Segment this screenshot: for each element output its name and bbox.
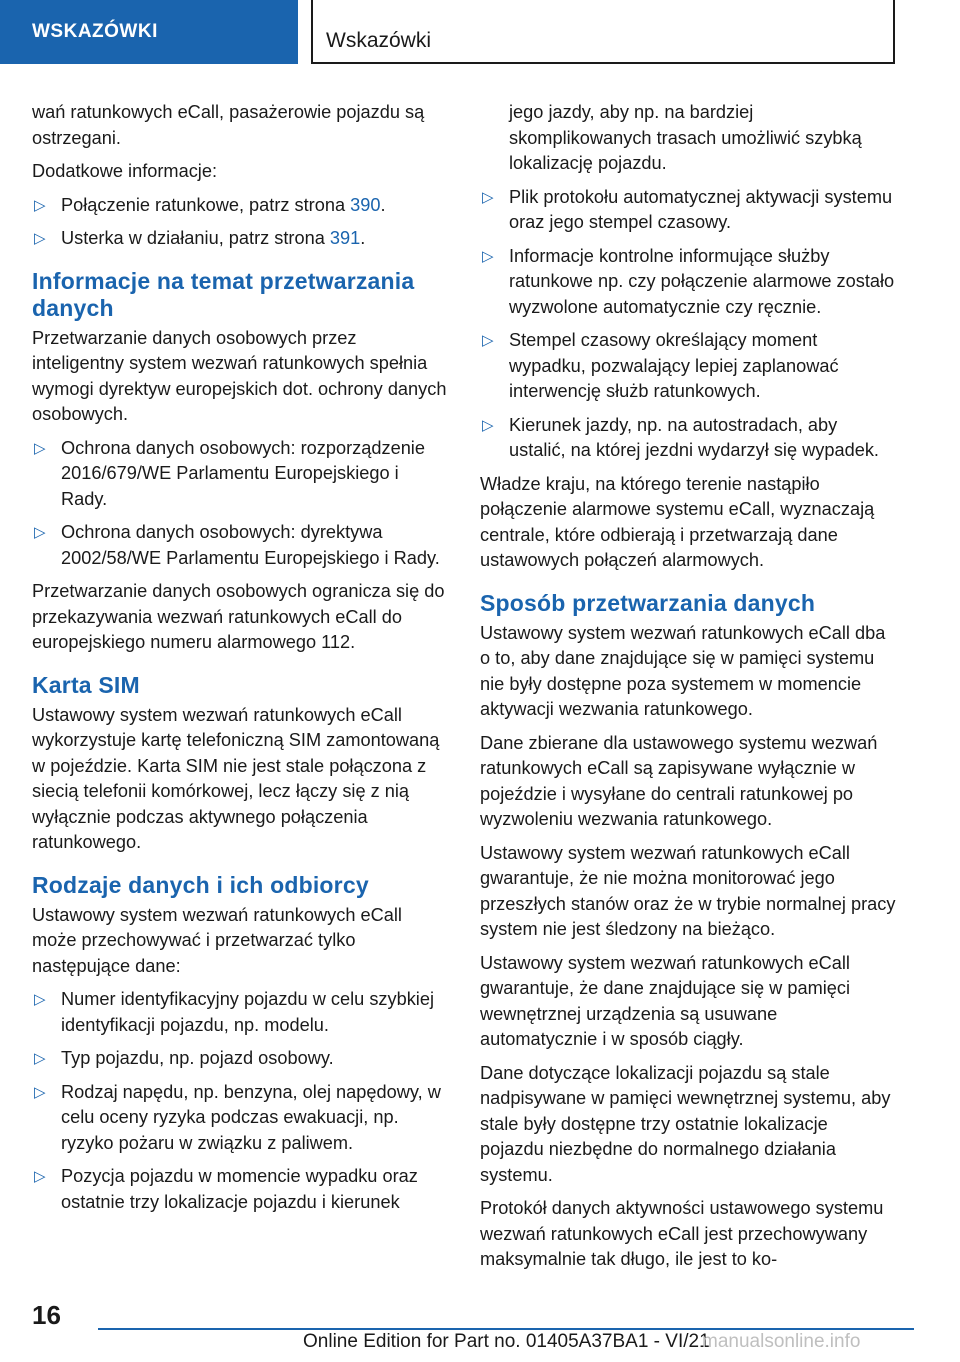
list-item-text: Pozycja pojazdu w momencie wypadku oraz ostatnie trzy lokalizacje pojazdu i kierunek	[61, 1166, 418, 1212]
list-item	[32, 1164, 448, 1215]
triangle-bullet-icon: ▷	[34, 1050, 46, 1067]
list-item	[32, 1046, 448, 1072]
list-item-text: Rodzaj napędu, np. benzyna, olej napędowy, w celu oceny ryzyka podczas ewakuacji, np. ryzyko pożaru w związku z paliwem.	[61, 1081, 441, 1153]
list-item	[480, 328, 896, 405]
paragraph: Przetwarzanie danych osobowych przez inteligentny system wezwań ratunkowych spełnia wymogi dyrektyw europejskich dot. ochrony danych osobowych.	[32, 327, 447, 424]
paragraph: Dane zbierane dla ustawowego systemu wezwań ratunkowych eCall są zapisywane wyłącznie w pojeździe i wysyłane do centrali ratunkowej po wyzwoleniu wezwania ratunkowego.	[480, 732, 878, 829]
list-item-text: Połączenie ratunkowe, patrz strona	[61, 194, 351, 215]
list-item-suffix: .	[380, 194, 386, 215]
section-heading: Sposób przetwarzania danych	[480, 589, 816, 616]
triangle-bullet-icon: ▷	[34, 524, 46, 541]
paragraph: Ustawowy system wezwań ratunkowych eCall wykorzystuje kartę telefoniczną SIM zamontowaną w pojeździe. Karta SIM nie jest stale połączona z siecią telefonii komórkowej, lecz łączy się z nią wyłącznie podczas aktywnego połączenia ratunkowego.	[32, 704, 440, 852]
page-link[interactable]: 391	[329, 228, 361, 248]
header-underline	[311, 62, 895, 64]
header-right-border	[893, 0, 895, 64]
list-item	[32, 193, 448, 219]
triangle-bullet-icon: ▷	[34, 1168, 46, 1185]
edition-note: Online Edition for Part no. 01405A37BA1 - VI/21	[303, 1331, 710, 1352]
list-item-text: Kierunek jazdy, np. na autostradach, aby ustalić, na której jezdni wydarzył się wypadek.	[509, 414, 879, 460]
left-column	[32, 100, 448, 1223]
list-item-text: Ochrona danych osobowych: rozporządzenie 2016/679/WE Parlamentu Europejskiego i Rady.	[61, 437, 425, 509]
list-item-text: Typ pojazdu, np. pojazd osobowy.	[61, 1048, 334, 1068]
triangle-bullet-icon: ▷	[482, 188, 494, 206]
intro-paragraph: wań ratunkowych eCall, pasażerowie pojazdu są ostrzegani.	[32, 102, 425, 148]
section-tab: WSKAZÓWKI	[0, 0, 298, 64]
triangle-bullet-icon: ▷	[34, 1083, 46, 1101]
paragraph: Władze kraju, na którego terenie nastąpiło połączenie alarmowe systemu eCall, wyznaczają centrale, które odbierają i przetwarzają dane ustawowych połączeń alarmowych.	[480, 473, 875, 570]
list-item-text: Numer identyfikacyjny pojazdu w celu szybkiej identyfikacji pojazdu, np. modelu.	[61, 989, 435, 1035]
page-link[interactable]: 390	[350, 194, 381, 215]
paragraph: Ustawowy system wezwań ratunkowych eCall gwarantuje, że dane znajdujące się w pamięci wewnętrznej urządzenia są usuwane automatycznie i w sposób ciągły.	[480, 952, 851, 1049]
paragraph: Ustawowy system wezwań ratunkowych eCall gwarantuje, że nie można monitorować jego przeszłych stanów oraz że w trybie normalnej pracy system nie jest śledzony na bieżąco.	[480, 842, 896, 939]
list-item	[32, 436, 448, 513]
section-heading: Rodzaje danych i ich odbiorcy	[32, 871, 369, 898]
page-title: Wskazówki	[326, 29, 432, 52]
paragraph: Ustawowy system wezwań ratunkowych eCall może przechowywać i przetwarzać tylko następujące dane:	[32, 904, 402, 976]
section-heading: Karta SIM	[32, 671, 140, 698]
list-item-text: Informacje kontrolne informujące służby ratunkowe np. czy połączenie alarmowe zostało wyzwolone automatycznie czy ręcznie.	[509, 245, 895, 317]
list-item-text: Plik protokołu automatycznej aktywacji systemu oraz jego stempel czasowy.	[509, 186, 893, 232]
header-divider	[311, 0, 313, 64]
paragraph: Przetwarzanie danych osobowych ogranicza się do przekazywania wezwań ratunkowych eCall do europejskiego numeru alarmowego 112.	[32, 581, 445, 652]
triangle-bullet-icon: ▷	[34, 439, 46, 457]
triangle-bullet-icon: ▷	[482, 332, 494, 349]
list-item	[32, 987, 448, 1038]
list-item-continued	[480, 100, 896, 177]
triangle-bullet-icon: ▷	[34, 196, 46, 214]
paragraph: Dane dotyczące lokalizacji pojazdu są stale nadpisywane w pamięci wewnętrznej systemu, aby stale były dostępne trzy ostatnie lokalizacje pojazdu niezbędne do normalnego działania systemu.	[480, 1062, 891, 1185]
list-item-text: jego jazdy, aby np. na bardziej skomplikowanych trasach umożliwić szybką lokalizację pojazdu.	[509, 102, 862, 173]
right-column	[480, 100, 896, 1281]
triangle-bullet-icon: ▷	[482, 247, 494, 265]
list-item	[480, 185, 896, 236]
triangle-bullet-icon: ▷	[482, 416, 494, 434]
watermark: manualsonline.info	[702, 1331, 861, 1352]
list-item	[32, 1080, 448, 1157]
footer-rule	[98, 1328, 914, 1330]
list-item-suffix: .	[360, 228, 366, 248]
triangle-bullet-icon: ▷	[34, 991, 46, 1008]
list-item-text: Usterka w działaniu, patrz strona	[61, 228, 330, 248]
paragraph: Protokół danych aktywności ustawowego systemu wezwań ratunkowych eCall jest przechowywany maksymalnie tak długo, ile jest to ko-	[480, 1198, 884, 1269]
list-item	[32, 226, 448, 252]
list-item-text: Stempel czasowy określający moment wypadku, pozwalający lepiej zaplanować interwencję służb ratunkowych.	[509, 330, 839, 401]
more-info-label: Dodatkowe informacje:	[32, 161, 217, 181]
list-item	[480, 244, 896, 321]
list-item-text: Ochrona danych osobowych: dyrektywa 2002/58/WE Parlamentu Europejskiego i Rady.	[61, 522, 440, 568]
list-item	[32, 520, 448, 571]
page-number: 16	[32, 1300, 61, 1330]
paragraph: Ustawowy system wezwań ratunkowych eCall dba o to, aby dane znajdujące się w pamięci systemu nie były dostępne poza systemem w momencie aktywacji wezwania ratunkowego.	[480, 622, 886, 719]
triangle-bullet-icon: ▷	[34, 230, 46, 247]
list-item	[480, 413, 896, 464]
section-heading: Informacje na temat przetwarzania danych	[32, 267, 415, 321]
